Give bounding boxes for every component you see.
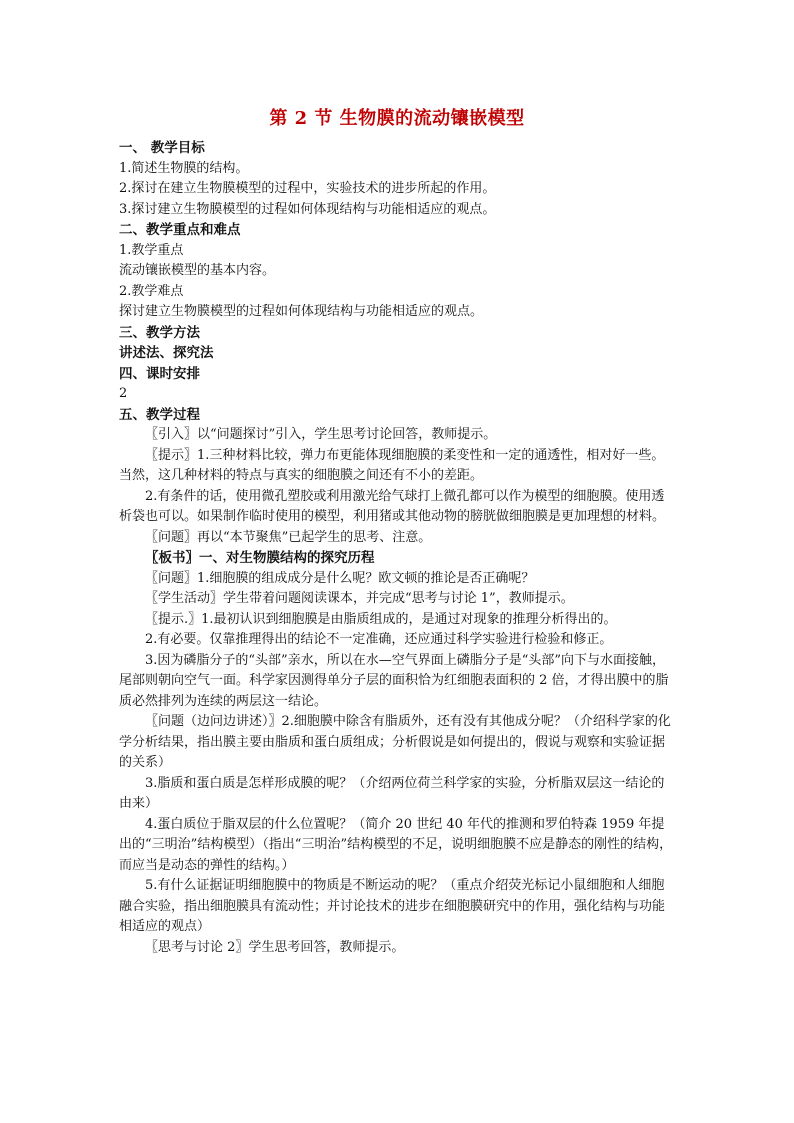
paragraph: 〖问题〗1.细胞膜的组成成分是什么呢？欧文顿的推论是否正确呢？ (145, 570, 535, 586)
paragraph: 〖提示〗1.三种材料比较，弹力布更能体现细胞膜的柔变性和一定的通透性，相对好一些。当然，这几种材料的特点与真实的细胞膜之间还有不小的差距。 (119, 447, 665, 483)
paragraph: 〖问题〗再以“本节聚焦”已起学生的思考、注意。 (145, 529, 432, 545)
paragraph: 5.有什么证据证明细胞膜中的物质是不断运动的呢？（重点介绍荧光标记小鼠细胞和人细胞融合实验，指出细胞膜具有流动性；并讨论技术的进步在细胞膜研究中的作用，强化结构与功能相适应的观点） (119, 878, 666, 934)
paragraph: 〖引入〗以“问题探讨”引入，学生思考讨论回答，教师提示。 (145, 427, 497, 442)
document-body (119, 138, 675, 958)
paragraph: 4.蛋白质位于脂双层的什么位置呢？（简介 20 世纪 40 年代的推测和罗伯特森 1959 年提出的“三明治”结构模型）（指出“三明治”结构模型的不足，说明细胞膜不应是静态的刚性的结构，而应当是动态的弹性的结构。） (119, 816, 673, 873)
list-item: 2.探讨在建立生物膜模型的过程中，实验技术的进步所起的作用。 (119, 181, 496, 196)
paragraph: 〖问题（边问边讲述）〗2.细胞膜中除含有脂质外，还有没有其他成分呢？（介绍科学家的化学分析结果，指出膜主要由脂质和蛋白质组成；分析假说是如何提出的，假说与观察和实验证据的关系） (119, 714, 671, 770)
list-item: 2 (119, 386, 128, 401)
list-item: 流动镶嵌模型的基本内容。 (119, 263, 276, 278)
section-heading: 五、教学过程 (119, 406, 200, 423)
paragraph: 〖学生活动〗学生带着问题阅读课本，并完成“思考与讨论 1”，教师提示。 (145, 591, 574, 606)
list-item: 3.探讨建立生物膜模型的过程如何体现结构与功能相适应的观点。 (119, 201, 496, 217)
paragraph: 〖提示.〗1.最初认识到细胞膜是由脂质组成的，是通过对现象的推理分析得出的。 (145, 611, 617, 627)
page-title: 第 2 节 生物膜的流动镶嵌模型 (269, 108, 525, 129)
paragraph: 2.有必要。仅靠推理得出的结论不一定准确，还应通过科学实验进行检验和修正。 (145, 632, 613, 647)
paragraph: 3.脂质和蛋白质是怎样形成膜的呢？（介绍两位荷兰科学家的实验，分析脂双层这一结论的由来） (119, 775, 665, 811)
paragraph: 3.因为磷脂分子的“头部”亲水，所以在水—空气界面上磷脂分子是“头部”向下与水面接触，尾部则朝向空气一面。科学家因测得单分子层的面积恰为红细胞表面积的 2 倍，才得出膜中的脂质必然排列为连续的两层这一结论。 (119, 652, 669, 709)
list-item: 2.教学难点 (119, 283, 184, 299)
list-item: 探讨建立生物膜模型的过程如何体现结构与功能相适应的观点。 (119, 304, 484, 319)
paragraph: 〖板书〗一、对生物膜结构的探究历程 (145, 550, 375, 566)
section-heading: 三、教学方法 (119, 324, 200, 341)
section-heading: 四、课时安排 (119, 365, 200, 382)
section-heading: 讲述法、探究法 (119, 345, 214, 361)
section-heading: 二、教学重点和难点 (119, 222, 241, 238)
paragraph: 2.有条件的话，使用微孔塑胶或利用激光给气球打上微孔都可以作为模型的细胞膜。使用透析袋也可以。如果制作临时使用的模型，利用猪或其他动物的膀胱做细胞膜是更加理想的材料。 (119, 488, 666, 524)
section-heading: 一、 教学目标 (119, 140, 205, 156)
list-item: 1.教学重点 (119, 242, 184, 258)
paragraph: 〖思考与讨论 2〗学生思考回答，教师提示。 (145, 939, 405, 955)
list-item: 1.简述生物膜的结构。 (119, 160, 249, 176)
